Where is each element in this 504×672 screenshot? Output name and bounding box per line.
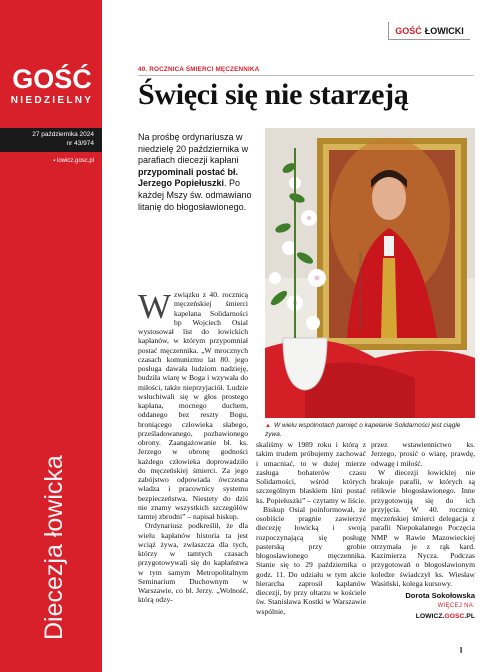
page-number: I bbox=[460, 646, 463, 655]
section-vertical-label: Diecezja łowicka bbox=[40, 455, 68, 640]
paragraph: skaliśmy w 1989 roku i którą z takim trudem próbujemy zachować i umacniać, to w dużej mierze zasługa bohaterów czasu Solidarności, wśród których szczególnym blaskiem lśni postać ks. Popiełuszki” – czytamy w liście. bbox=[256, 440, 366, 505]
brand-gosc: GOŚĆ bbox=[395, 25, 422, 36]
lead-text-1: Na prośbę ordynariusza w niedzielę 20 października w parafiach diecezji kapłani bbox=[138, 132, 249, 166]
author-name: Dorota Sokołowska bbox=[405, 591, 475, 600]
issue-number: nr 43/974 bbox=[66, 140, 94, 147]
brand-header bbox=[388, 22, 470, 40]
photo-illustration bbox=[265, 128, 475, 418]
paragraph: Ordynariusz podkreślił, że dla wielu kapłanów historia ta jest wciąż żywa, zwłaszcza dla tych, którzy w tamtych czasach przygotowywali się do kapłaństwa w tym samym Metropolitalnym Seminarium Duchownym w Warszawie, co bł. Jerzy. „Wolność, którą odzy- bbox=[138, 521, 248, 605]
kicker: 40. ROCZNICA ŚMIERCI MĘCZENNIKA bbox=[138, 66, 260, 73]
logo-sub: NIEDZIELNY bbox=[10, 95, 94, 106]
paragraph: przez wstawiennictwo ks. Jerzego, prosić o wiarę, prawdę, odwagę i miłość. bbox=[371, 440, 475, 468]
dropcap: W bbox=[138, 287, 172, 326]
photo-credit: AGATA BALCERAK-GABRYŚ/FOTO GOŚĆ bbox=[358, 251, 363, 330]
more-site-c: .PL bbox=[464, 612, 475, 620]
triangle-icon: ▲ bbox=[265, 423, 271, 429]
article-column-2 bbox=[256, 440, 366, 616]
paragraph: Biskup Osial poinformował, że osobiście pragnie zawierzyć diecezję łowicką i swoją rozpoczynającą się posługę pasterską przy grobie błogosławionego męczennika. Stanie się to 29 października o godz. 11. Do udziału w tym akcie hierarcha zaprosił kapłanów diecezji, by przy ołtarzu w kościele św. Stanisława Kostki w Warszawie wspólnie, bbox=[256, 504, 366, 616]
more-link[interactable] bbox=[371, 612, 475, 621]
caption-text: W wielu wspólnotach pamięć o kapelanie Solidarności jest ciągle żywa. bbox=[265, 422, 461, 438]
lead-text-2: . Po każdej Mszy św. odmawiano litanię do błogosławionego. bbox=[138, 178, 252, 212]
issue-info bbox=[0, 128, 102, 152]
article-column-1 bbox=[138, 287, 248, 605]
logo bbox=[8, 66, 96, 106]
article-title: Święci się nie starzeją bbox=[138, 78, 409, 111]
article-lead bbox=[138, 132, 258, 213]
issue-date: 27 października 2024 bbox=[32, 131, 94, 138]
more-label: WIĘCEJ NA: bbox=[437, 603, 475, 610]
bullet-icon: ▪ bbox=[53, 158, 57, 164]
article-column-3 bbox=[371, 440, 475, 621]
sidebar bbox=[0, 0, 102, 672]
website-text: lowicz.gosc.pl bbox=[56, 158, 94, 164]
more-site-b: GOSC bbox=[444, 612, 465, 620]
lead-bold: przypominali postać bł. Jerzego Popiełuszki bbox=[138, 166, 239, 189]
photo-caption bbox=[265, 422, 475, 439]
article-photo bbox=[265, 128, 475, 418]
paragraph: związku z 40. rocznicą męczeńskiej śmierci kapelana Solidarności bp Wojciech Osial wystosował list do łowickich kapłanów, w którym przypomniał postać męczennika. „W mrocznych czasach komunizmu lat 80. jego posługa dawała ludziom nadzieję, budziła wiarę w Boga i wzywała do miłości, także nieprzyjaciół. Ludzie wsłuchiwali się w głos prostego kapłana, mocnego duchem, oddanego bez reszty Bogu, broniącego człowieka słabego, prześladowanego, pozbawionego obrony. Zaangażowanie bł. ks. Jerzego w obronę godności każdego człowieka doprowadziło do męczeńskiej śmierci. Za jego zabójstwo odpowiada ówczesna władza i pracownicy systemu bezpieczeństwa. Niestety do dziś nie znamy wszystkich szczegółów tamtej zbrodni” – napisał biskup. bbox=[138, 290, 248, 521]
paragraph: W diecezji łowickiej nie brakuje parafii, w których są relikwie błogosławionego. Inne przygotowują się do ich przyjęcia. W 40. rocznicę męczeńskiej śmierci delegacja z parafii Niepokalanego Poczęcia NMP w Rawie Mazowieckiej otrzymała je z rąk kard. Kazimierza Nycza. Podczas przygotowań o błogosławionym koledze świadczył ks. Wiesław Wasiński, kolega kursowy. bbox=[371, 467, 475, 588]
more-site-a: LOWICZ. bbox=[415, 612, 445, 620]
logo-main: GOŚĆ bbox=[12, 64, 92, 94]
kicker-divider bbox=[138, 75, 474, 76]
brand-region: ŁOWICKI bbox=[424, 25, 464, 36]
website-link[interactable] bbox=[53, 158, 94, 164]
